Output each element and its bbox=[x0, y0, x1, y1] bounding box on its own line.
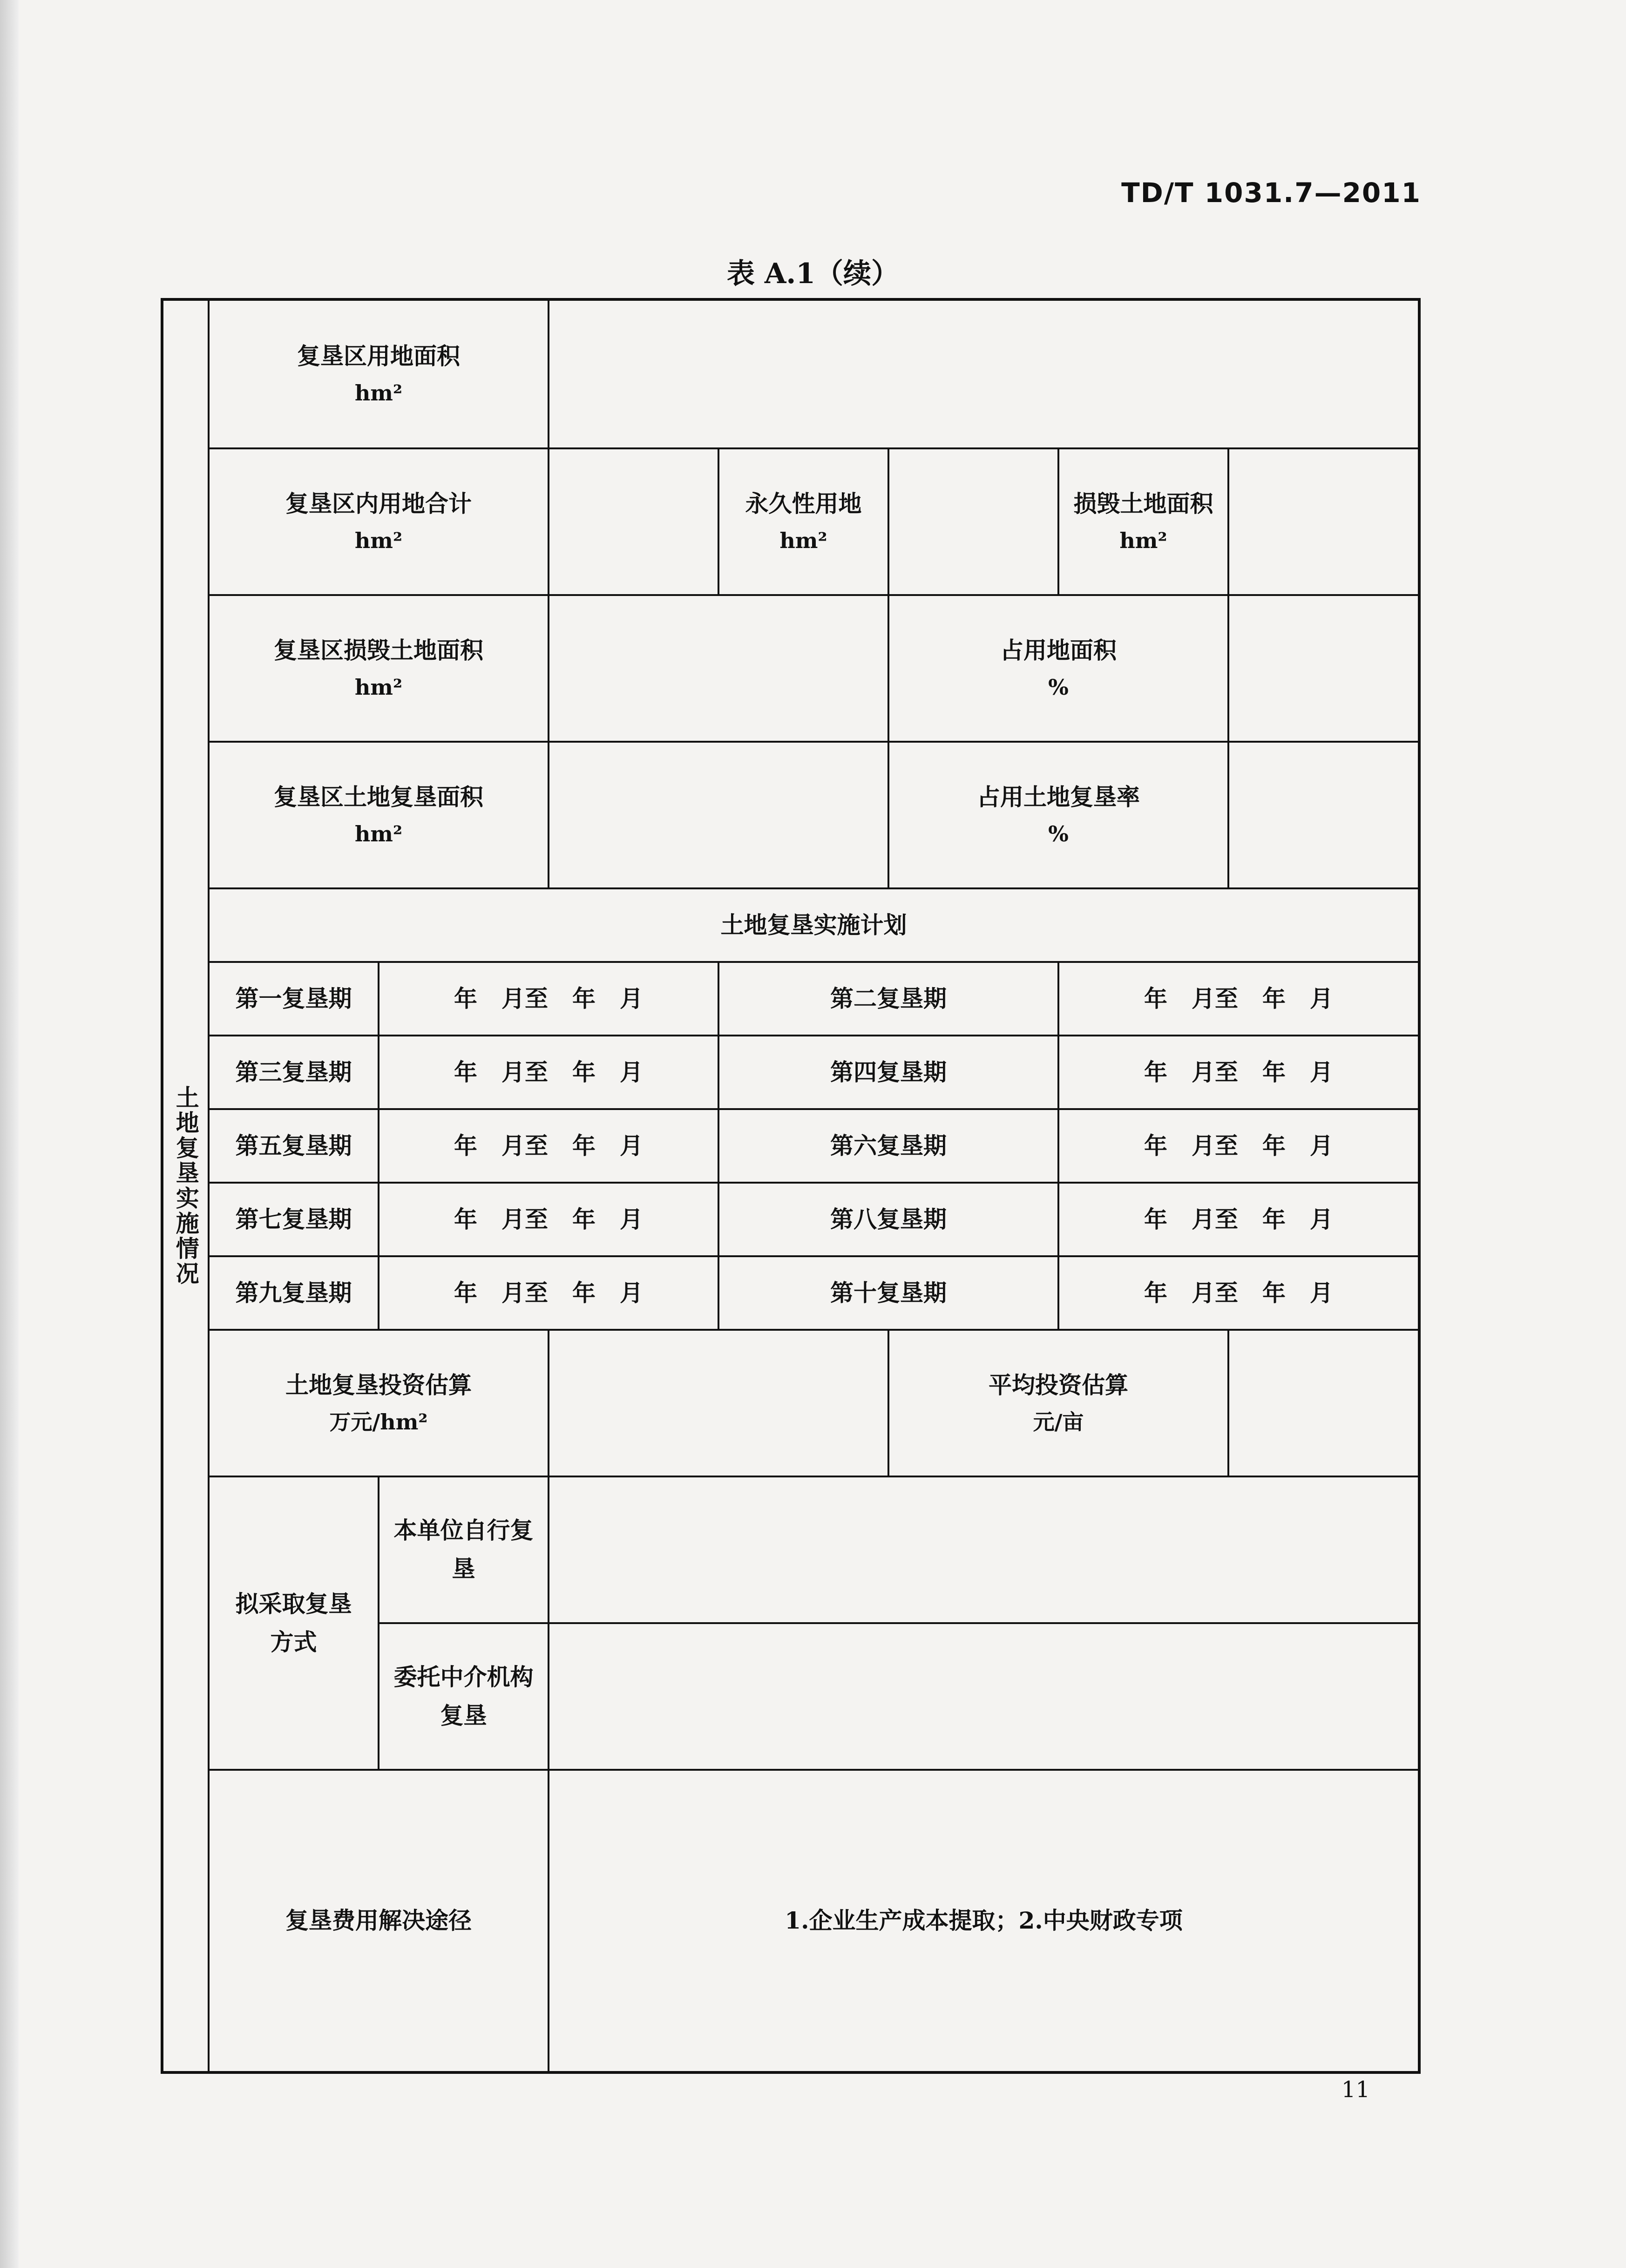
zone-reclaim-unit: hm² bbox=[354, 821, 403, 846]
period-row bbox=[162, 1036, 1419, 1109]
occupied-rate-unit: % bbox=[1048, 821, 1069, 846]
damaged-label: 损毁土地面积 bbox=[1073, 490, 1213, 518]
zone-reclaim-label-cell bbox=[209, 742, 549, 888]
land-total-value[interactable] bbox=[549, 448, 718, 595]
period-row bbox=[162, 962, 1419, 1036]
page-edge bbox=[0, 0, 19, 2268]
period-row bbox=[162, 1183, 1419, 1256]
occupied-rate-label: 占用土地复垦率 bbox=[977, 783, 1140, 811]
period-label: 第四复垦期 bbox=[718, 1036, 1058, 1109]
occupied-area-label-cell bbox=[888, 595, 1228, 742]
period-label: 第七复垦期 bbox=[209, 1183, 379, 1256]
damaged-value[interactable] bbox=[1228, 448, 1419, 595]
method-self-value[interactable] bbox=[549, 1476, 1419, 1623]
occupied-area-label: 占用地面积 bbox=[1000, 636, 1117, 664]
land-total-label: 复垦区内用地合计 bbox=[285, 490, 472, 518]
reclaim-area-label-cell bbox=[209, 299, 549, 448]
damaged-label-cell bbox=[1058, 448, 1228, 595]
period-row bbox=[162, 1256, 1419, 1330]
period-date-range[interactable]: 年 月至 年 月 bbox=[379, 1109, 718, 1183]
period-label: 第九复垦期 bbox=[209, 1256, 379, 1330]
permanent-unit: hm² bbox=[779, 528, 827, 553]
average-estimate-label-cell bbox=[888, 1330, 1228, 1476]
method-agency-value[interactable] bbox=[549, 1623, 1419, 1770]
period-label: 第六复垦期 bbox=[718, 1109, 1058, 1183]
table-title: 表 A.1（续） bbox=[726, 257, 900, 290]
period-date-range[interactable]: 年 月至 年 月 bbox=[1058, 962, 1419, 1036]
permanent-label-cell bbox=[718, 448, 888, 595]
plan-title: 土地复垦实施计划 bbox=[209, 888, 1419, 962]
period-date-range[interactable]: 年 月至 年 月 bbox=[379, 1256, 718, 1330]
zone-damaged-label: 复垦区损毁土地面积 bbox=[274, 636, 483, 664]
occupied-rate-value[interactable] bbox=[1228, 742, 1419, 888]
method-self-label: 本单位自行复垦 bbox=[379, 1476, 549, 1623]
period-label: 第三复垦期 bbox=[209, 1036, 379, 1109]
period-label: 第一复垦期 bbox=[209, 962, 379, 1036]
zone-reclaim-value[interactable] bbox=[549, 742, 888, 888]
period-label: 第五复垦期 bbox=[209, 1109, 379, 1183]
period-date-range[interactable]: 年 月至 年 月 bbox=[1058, 1036, 1419, 1109]
section-label: 土地复垦实施情况 bbox=[162, 299, 209, 2072]
land-total-label-cell bbox=[209, 448, 549, 595]
average-estimate-unit: 元/亩 bbox=[1033, 1409, 1084, 1435]
zone-damaged-value[interactable] bbox=[549, 595, 888, 742]
page-number: 11 bbox=[1341, 2077, 1370, 2103]
investment-estimate-value[interactable] bbox=[549, 1330, 888, 1476]
period-date-range[interactable]: 年 月至 年 月 bbox=[379, 1036, 718, 1109]
period-date-range[interactable]: 年 月至 年 月 bbox=[1058, 1109, 1419, 1183]
investment-estimate-unit: 万元/hm² bbox=[329, 1409, 428, 1435]
occupied-area-value[interactable] bbox=[1228, 595, 1419, 742]
permanent-label: 永久性用地 bbox=[745, 490, 862, 518]
occupied-rate-label-cell bbox=[888, 742, 1228, 888]
period-date-range[interactable]: 年 月至 年 月 bbox=[1058, 1183, 1419, 1256]
standard-code: TD/T 1031.7—2011 bbox=[1121, 177, 1421, 209]
method-label: 拟采取复垦方式 bbox=[209, 1476, 379, 1770]
reclaim-area-unit: hm² bbox=[354, 380, 403, 406]
occupied-area-unit: % bbox=[1048, 674, 1069, 700]
method-agency-label: 委托中介机构复垦 bbox=[379, 1623, 549, 1770]
period-label: 第二复垦期 bbox=[718, 962, 1058, 1036]
permanent-value[interactable] bbox=[888, 448, 1058, 595]
reclamation-form-table bbox=[161, 298, 1421, 2074]
funding-label: 复垦费用解决途径 bbox=[209, 1770, 549, 2072]
investment-estimate-label: 土地复垦投资估算 bbox=[285, 1371, 472, 1399]
zone-damaged-label-cell bbox=[209, 595, 549, 742]
period-label: 第十复垦期 bbox=[718, 1256, 1058, 1330]
investment-estimate-label-cell bbox=[209, 1330, 549, 1476]
land-total-unit: hm² bbox=[354, 528, 403, 553]
period-row bbox=[162, 1109, 1419, 1183]
average-estimate-label: 平均投资估算 bbox=[989, 1371, 1128, 1399]
funding-value[interactable]: 1.企业生产成本提取；2.中央财政专项 bbox=[549, 1770, 1419, 2072]
reclaim-area-value[interactable] bbox=[549, 299, 1419, 448]
period-date-range[interactable]: 年 月至 年 月 bbox=[379, 1183, 718, 1256]
period-label: 第八复垦期 bbox=[718, 1183, 1058, 1256]
average-estimate-value[interactable] bbox=[1228, 1330, 1419, 1476]
damaged-unit: hm² bbox=[1119, 528, 1167, 553]
zone-reclaim-label: 复垦区土地复垦面积 bbox=[274, 783, 483, 811]
period-date-range[interactable]: 年 月至 年 月 bbox=[379, 962, 718, 1036]
period-date-range[interactable]: 年 月至 年 月 bbox=[1058, 1256, 1419, 1330]
reclaim-area-label: 复垦区用地面积 bbox=[297, 342, 460, 370]
zone-damaged-unit: hm² bbox=[354, 674, 403, 700]
